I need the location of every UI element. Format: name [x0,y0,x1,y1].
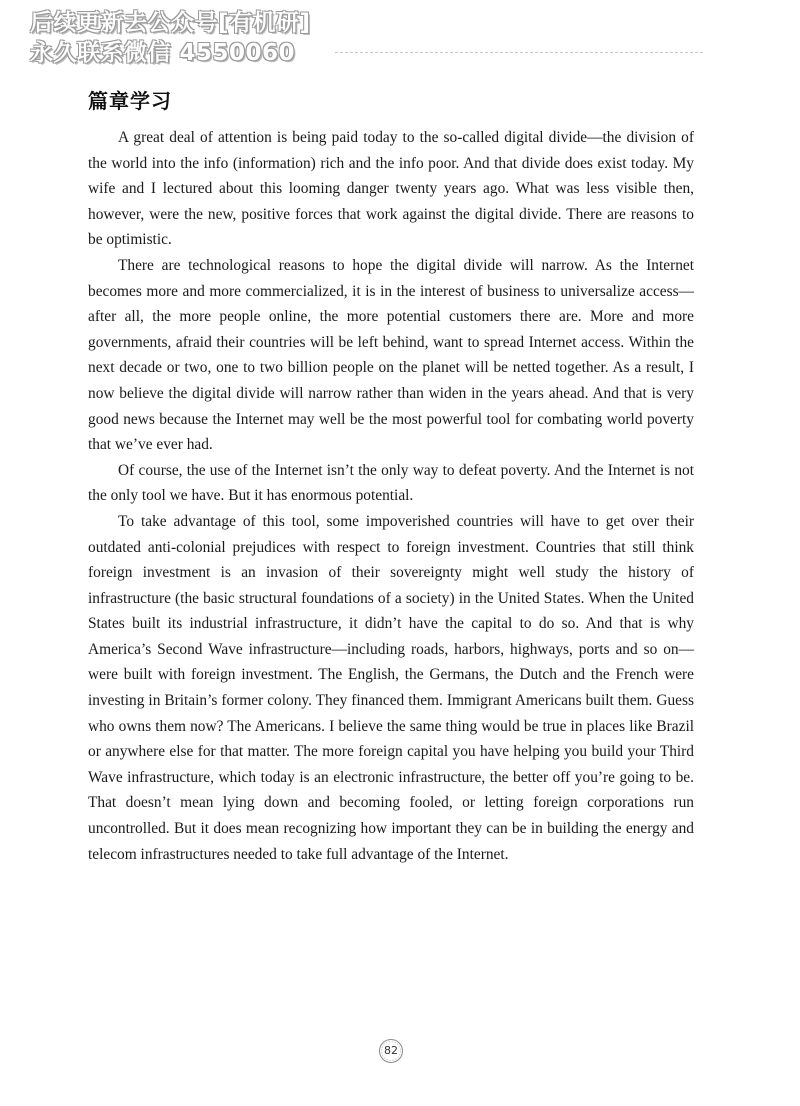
paragraph-1: A great deal of attention is being paid today to the so-called digital divide—the division of the world into the info (information) rich and the info poor. And that divide does exist today. My wife and I lectured about this looming danger twenty years ago. What was less visible then, however, were the new, positive forces that work against the digital divide. There are reasons to be optimistic. [88,129,694,249]
paragraph-2: There are technological reasons to hope the digital divide will narrow. As the Internet becomes more and more commercialized, it is in the interest of business to universalize access—after all, the more people online, the more potential customers there are. More and more governments, afraid their countries will be left behind, want to spread Internet access. Within the next decade or two, one to two billion people on the planet will be netted together. As a result, I now believe the digital divide will narrow rather than widen in the years ahead. And that is very good news because the Internet may well be the most powerful tool for combating world poverty that we’ve ever had. [88,256,694,454]
page-number: 82 [384,1044,398,1057]
article-body [88,125,694,867]
watermark [30,8,350,68]
chapter-title: 篇章学习 [88,89,172,113]
header-divider [335,52,703,53]
watermark-line-2: 永久联系微信 4550060 [30,40,296,66]
watermark-line-1: 后续更新去公众号[有机研] [30,10,311,36]
paragraph-4: To take advantage of this tool, some impoverished countries will have to get over their outdated anti-colonial prejudices with respect to foreign investment. Countries that still think foreign investment is an invasion of their sovereignty might well study the history of infrastructure (the basic structural foundations of a society) in the United States. When the United States built its industrial infrastructure, it didn’t have the capital to do so. And that is why America’s Second Wave infrastructure—including roads, harbors, highways, ports and so on—were built with foreign investment. The English, the Germans, the Dutch and the French were investing in Britain’s former colony. They financed them. Immigrant Americans built them. Guess who owns them now? The Americans. I believe the same thing would be true in places like Brazil or anywhere else for that matter. The more foreign capital you have helping you build your Third Wave infrastructure, which today is an electronic infrastructure, the better off you’re going to be. That doesn’t mean lying down and becoming fooled, or letting foreign corporations run uncontrolled. But it does mean recognizing how important they can be in building the energy and telecom infrastructures needed to take full advantage of the Internet. [88,512,694,863]
page-number-badge [378,1038,404,1064]
paragraph-3: Of course, the use of the Internet isn’t the only way to defeat poverty. And the Internet is not the only tool we have. But it has enormous potential. [88,461,694,505]
